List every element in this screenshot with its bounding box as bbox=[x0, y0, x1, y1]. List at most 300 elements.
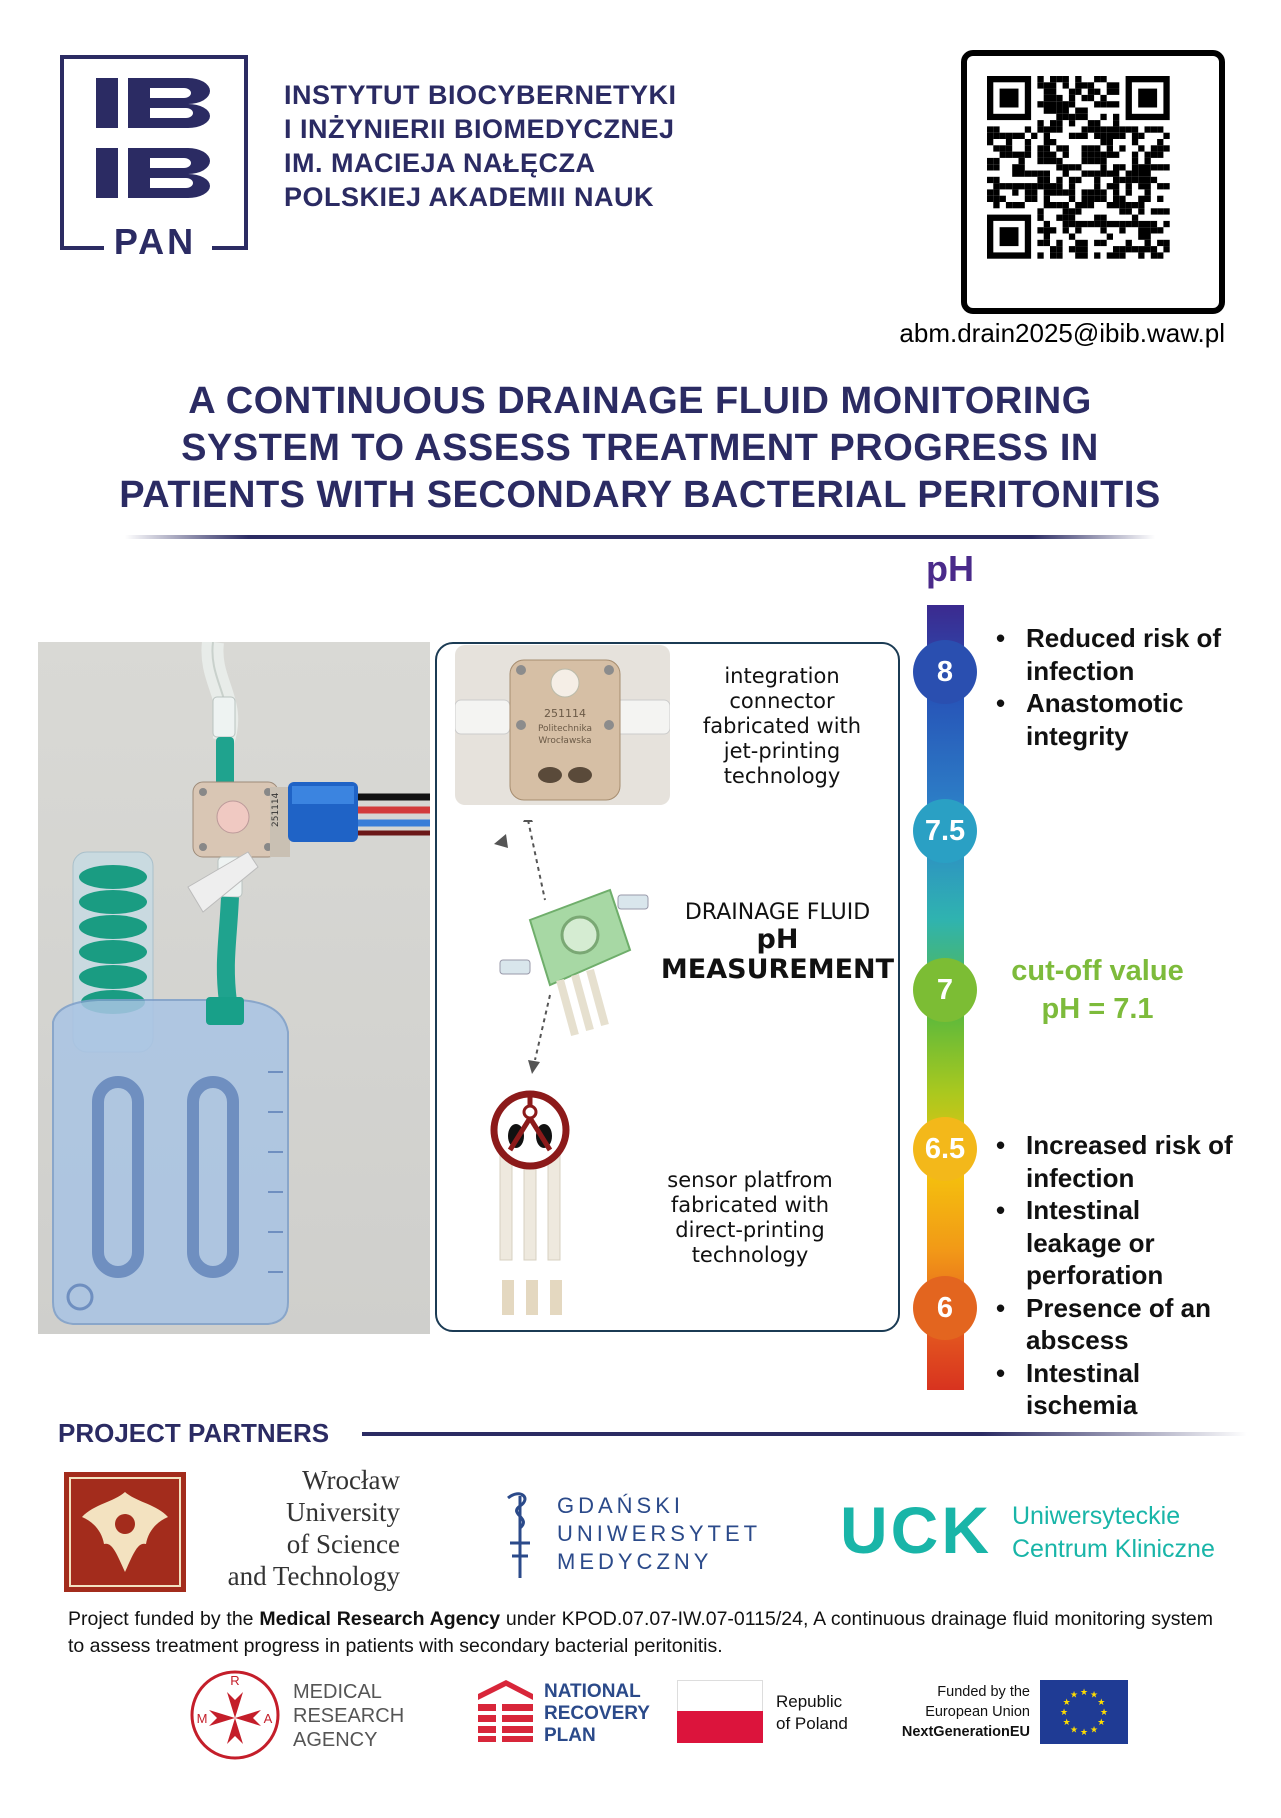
qr-module bbox=[1006, 183, 1012, 189]
qr-module bbox=[1075, 114, 1081, 120]
ph-tick-7-5 bbox=[913, 799, 977, 863]
cutoff-value bbox=[985, 952, 1210, 1028]
qr-module bbox=[1056, 189, 1062, 195]
qr-module bbox=[1088, 145, 1094, 151]
qr-module bbox=[1069, 164, 1075, 170]
qr-module bbox=[1069, 196, 1075, 202]
qr-module bbox=[1145, 246, 1151, 252]
qr-finder bbox=[1138, 89, 1157, 108]
cutoff-threshold: pH = 7.1 bbox=[1041, 993, 1154, 1025]
qr-module bbox=[1094, 158, 1100, 164]
eu-star: ★ bbox=[1059, 1707, 1069, 1717]
qr-module bbox=[1050, 158, 1056, 164]
qr-module bbox=[1113, 101, 1119, 107]
qr-module bbox=[1050, 89, 1056, 95]
qr-module bbox=[1138, 177, 1144, 183]
qr-module bbox=[1050, 246, 1056, 252]
qr-module bbox=[1113, 82, 1119, 88]
qr-module bbox=[1151, 177, 1157, 183]
qr-module bbox=[1037, 158, 1043, 164]
qr-module bbox=[1157, 152, 1163, 158]
qr-module bbox=[1082, 221, 1088, 227]
qr-module bbox=[1075, 252, 1081, 258]
qr-module bbox=[1119, 177, 1125, 183]
qr-module bbox=[1063, 164, 1069, 170]
connector-photo-label: 251114 bbox=[271, 792, 281, 827]
qr-module bbox=[1113, 164, 1119, 170]
integration-connector-illustration bbox=[455, 645, 670, 805]
mra-line: MEDICAL bbox=[293, 1681, 382, 1703]
qr-module bbox=[1163, 208, 1169, 214]
qr-module bbox=[1157, 227, 1163, 233]
qr-module bbox=[1037, 171, 1043, 177]
qr-module bbox=[1132, 202, 1138, 208]
qr-module bbox=[1138, 202, 1144, 208]
qr-module bbox=[993, 183, 999, 189]
qr-module bbox=[1113, 252, 1119, 258]
qr-module bbox=[1056, 215, 1062, 221]
qr-module bbox=[1050, 82, 1056, 88]
qr-module bbox=[1050, 202, 1056, 208]
qr-module bbox=[1037, 145, 1043, 151]
qr-module bbox=[987, 133, 993, 139]
qr-module bbox=[1094, 177, 1100, 183]
qr-module bbox=[1056, 164, 1062, 170]
qr-module bbox=[1157, 145, 1163, 151]
qr-module bbox=[1037, 152, 1043, 158]
ph-tick-label: 7.5 bbox=[924, 814, 966, 847]
qr-module bbox=[1113, 246, 1119, 252]
qr-module bbox=[1132, 221, 1138, 227]
caption-line: sensor platfrom bbox=[667, 1168, 833, 1192]
qr-module bbox=[1056, 158, 1062, 164]
sensor-platform-illustration bbox=[490, 1090, 580, 1320]
qr-module bbox=[1082, 126, 1088, 132]
qr-module bbox=[1056, 120, 1062, 126]
qr-module bbox=[1151, 152, 1157, 158]
qr-module bbox=[1000, 152, 1006, 158]
eu-star: ★ bbox=[1069, 1724, 1079, 1735]
qr-module bbox=[1025, 139, 1031, 145]
qr-module bbox=[1138, 196, 1144, 202]
qr-module bbox=[1056, 202, 1062, 208]
pwr-name bbox=[210, 1464, 400, 1592]
qr-module bbox=[1044, 101, 1050, 107]
qr-module bbox=[1132, 171, 1138, 177]
qr-module bbox=[1000, 183, 1006, 189]
qr-module bbox=[1107, 252, 1113, 258]
caption-line: integration bbox=[724, 664, 840, 688]
qr-module bbox=[1025, 189, 1031, 195]
qr-module bbox=[1126, 177, 1132, 183]
qr-module bbox=[1044, 133, 1050, 139]
ph-tick-8 bbox=[913, 640, 977, 704]
institute-line: I INŻYNIERII BIOMEDYCZNEJ bbox=[284, 114, 675, 144]
qr-module bbox=[1037, 177, 1043, 183]
qr-module bbox=[993, 196, 999, 202]
connector-university-label: Politechnika bbox=[537, 724, 593, 734]
ibib-logo-mark bbox=[96, 78, 214, 198]
title-line: SYSTEM TO ASSESS TREATMENT PROGRESS IN bbox=[181, 427, 1099, 469]
qr-module bbox=[1138, 227, 1144, 233]
qr-module bbox=[1075, 227, 1081, 233]
nrp-name bbox=[544, 1681, 650, 1747]
uck-name bbox=[1012, 1500, 1215, 1566]
qr-module bbox=[1094, 145, 1100, 151]
qr-module bbox=[1044, 227, 1050, 233]
qr-module bbox=[1113, 152, 1119, 158]
funding-statement bbox=[68, 1606, 1213, 1660]
qr-module bbox=[1119, 221, 1125, 227]
qr-module bbox=[1100, 196, 1106, 202]
qr-module bbox=[1000, 133, 1006, 139]
qr-module bbox=[1107, 202, 1113, 208]
qr-module bbox=[1163, 246, 1169, 252]
qr-module bbox=[1163, 164, 1169, 170]
mra-letter: M bbox=[196, 1711, 208, 1726]
qr-module bbox=[1157, 164, 1163, 170]
qr-module bbox=[1100, 171, 1106, 177]
qr-module bbox=[1094, 215, 1100, 221]
qr-module bbox=[1075, 221, 1081, 227]
ph-scale-label: pH bbox=[926, 548, 974, 589]
qr-module bbox=[1094, 240, 1100, 246]
qr-module bbox=[1044, 82, 1050, 88]
qr-module bbox=[1025, 145, 1031, 151]
qr-module bbox=[1113, 133, 1119, 139]
qr-module bbox=[1050, 227, 1056, 233]
qr-module bbox=[1113, 114, 1119, 120]
caption-line: direct-printing bbox=[675, 1218, 825, 1242]
rp-line: Republic bbox=[776, 1692, 843, 1711]
qr-module bbox=[1006, 202, 1012, 208]
qr-module bbox=[1157, 208, 1163, 214]
qr-module bbox=[1063, 215, 1069, 221]
arrow-down-icon bbox=[526, 1060, 546, 1080]
partners-heading: PROJECT PARTNERS bbox=[58, 1418, 330, 1448]
qr-module bbox=[987, 164, 993, 170]
mra-line: RESEARCH bbox=[293, 1705, 405, 1727]
qr-module bbox=[1132, 246, 1138, 252]
qr-module bbox=[1037, 227, 1043, 233]
qr-module bbox=[1037, 101, 1043, 107]
qr-module bbox=[1056, 114, 1062, 120]
qr-module bbox=[1031, 183, 1037, 189]
caption-line: technology bbox=[691, 1243, 809, 1267]
arrow-up-icon bbox=[492, 834, 532, 874]
qr-module bbox=[1069, 246, 1075, 252]
qr-module bbox=[1151, 252, 1157, 258]
qr-module bbox=[1119, 126, 1125, 132]
qr-module bbox=[1056, 252, 1062, 258]
qr-module bbox=[1126, 126, 1132, 132]
qr-module bbox=[1100, 126, 1106, 132]
qr-module bbox=[1037, 252, 1043, 258]
qr-module bbox=[1050, 108, 1056, 114]
qr-module bbox=[1107, 152, 1113, 158]
eagle-icon bbox=[64, 1472, 186, 1592]
qr-module bbox=[1088, 189, 1094, 195]
qr-module bbox=[1088, 126, 1094, 132]
qr-module bbox=[1063, 101, 1069, 107]
qr-module bbox=[1069, 133, 1075, 139]
qr-module bbox=[1082, 95, 1088, 101]
logo-pan-text: PAN bbox=[113, 221, 197, 262]
measurement-line1: DRAINAGE FLUID bbox=[684, 900, 871, 925]
drainage-device-illustration bbox=[38, 642, 430, 1334]
qr-module bbox=[1012, 164, 1018, 170]
gumed-emblem-icon bbox=[500, 1488, 540, 1580]
qr-module bbox=[993, 202, 999, 208]
qr-module bbox=[1145, 177, 1151, 183]
qr-module bbox=[1107, 183, 1113, 189]
qr-module bbox=[1107, 101, 1113, 107]
qr-module bbox=[1094, 101, 1100, 107]
gumed-line: MEDYCZNY bbox=[557, 1549, 713, 1574]
qr-module bbox=[1094, 171, 1100, 177]
mra-letter: A bbox=[263, 1711, 273, 1726]
qr-module bbox=[987, 158, 993, 164]
qr-module bbox=[1050, 101, 1056, 107]
qr-module bbox=[1050, 183, 1056, 189]
qr-module bbox=[1075, 246, 1081, 252]
rp-line: of Poland bbox=[776, 1714, 848, 1733]
qr-module bbox=[1138, 221, 1144, 227]
eu-funding-text bbox=[860, 1682, 1030, 1742]
qr-module bbox=[1025, 183, 1031, 189]
qr-code-icon bbox=[967, 56, 1219, 308]
eu-line: Funded by the bbox=[937, 1684, 1030, 1700]
qr-module bbox=[1132, 152, 1138, 158]
pwr-eagle-logo bbox=[64, 1472, 186, 1592]
qr-module bbox=[1044, 183, 1050, 189]
qr-module bbox=[1012, 133, 1018, 139]
qr-module bbox=[1151, 126, 1157, 132]
connector-photo bbox=[455, 645, 670, 805]
qr-module bbox=[1138, 133, 1144, 139]
qr-module bbox=[1044, 171, 1050, 177]
qr-module bbox=[1012, 171, 1018, 177]
funding-suffix: under KPOD.07.07-IW.07-0115/24, A continuous drainage fluid monitoring system to assess treatment progress in patients with secondary bacterial peritonitis. bbox=[68, 1608, 1214, 1657]
qr-module bbox=[1006, 139, 1012, 145]
qr-module bbox=[987, 196, 993, 202]
qr-module bbox=[1145, 158, 1151, 164]
eu-star: ★ bbox=[1079, 1727, 1089, 1737]
qr-module bbox=[1088, 158, 1094, 164]
qr-module bbox=[1082, 145, 1088, 151]
qr-module bbox=[1107, 126, 1113, 132]
qr-module bbox=[1082, 152, 1088, 158]
qr-module bbox=[1100, 221, 1106, 227]
qr-module bbox=[1056, 240, 1062, 246]
qr-module bbox=[1082, 240, 1088, 246]
qr-module bbox=[1082, 189, 1088, 195]
qr-module bbox=[1044, 95, 1050, 101]
qr-module bbox=[1119, 196, 1125, 202]
qr-module bbox=[1094, 76, 1100, 82]
qr-module bbox=[987, 126, 993, 132]
qr-module bbox=[1069, 183, 1075, 189]
qr-module bbox=[1126, 240, 1132, 246]
qr-module bbox=[1145, 126, 1151, 132]
qr-module bbox=[1044, 108, 1050, 114]
eu-star: ★ bbox=[1079, 1687, 1089, 1697]
contact-email[interactable]: abm.drain2025@ibib.waw.pl bbox=[899, 318, 1225, 348]
institute-line: POLSKIEJ AKADEMII NAUK bbox=[284, 182, 655, 212]
outcome-item: • Anastomotic integrity bbox=[996, 687, 1226, 752]
qr-module bbox=[1075, 208, 1081, 214]
pwr-line: of Science bbox=[286, 1529, 400, 1559]
qr-module bbox=[1151, 164, 1157, 170]
qr-module bbox=[1100, 164, 1106, 170]
measurement-line2: pH bbox=[756, 924, 799, 955]
qr-module bbox=[1126, 208, 1132, 214]
qr-module bbox=[1025, 152, 1031, 158]
outcome-item: • Intestinal ischemia bbox=[996, 1357, 1236, 1422]
qr-module bbox=[1012, 189, 1018, 195]
nrp-logo-icon bbox=[478, 1680, 533, 1742]
eu-star: ★ bbox=[1097, 1717, 1106, 1727]
qr-module bbox=[1157, 183, 1163, 189]
qr-module bbox=[1075, 133, 1081, 139]
qr-module bbox=[1107, 139, 1113, 145]
qr-module bbox=[1107, 133, 1113, 139]
qr-module bbox=[1075, 202, 1081, 208]
qr-module bbox=[1088, 152, 1094, 158]
qr-module bbox=[1031, 133, 1037, 139]
qr-module bbox=[1012, 152, 1018, 158]
gumed-line: GDAŃSKI bbox=[557, 1493, 685, 1518]
qr-module bbox=[1082, 158, 1088, 164]
qr-module bbox=[1082, 202, 1088, 208]
qr-module bbox=[1069, 189, 1075, 195]
pwr-line: and Technology bbox=[227, 1561, 400, 1591]
qr-code[interactable] bbox=[961, 50, 1225, 314]
cutoff-label: cut-off value bbox=[1011, 955, 1184, 987]
qr-module bbox=[1050, 76, 1056, 82]
qr-module bbox=[1113, 171, 1119, 177]
qr-module bbox=[1138, 246, 1144, 252]
qr-module bbox=[1044, 126, 1050, 132]
qr-module bbox=[1037, 126, 1043, 132]
ph-tick-6 bbox=[913, 1276, 977, 1340]
outcome-item: • Reduced risk of infection bbox=[996, 622, 1226, 687]
qr-module bbox=[1094, 196, 1100, 202]
connector-city-label: Wrocławska bbox=[538, 736, 592, 746]
qr-module bbox=[1063, 108, 1069, 114]
ph-tick-label: 6.5 bbox=[924, 1132, 966, 1165]
gumed-line: UNIWERSYTET bbox=[557, 1521, 762, 1546]
qr-module bbox=[1075, 240, 1081, 246]
qr-module bbox=[1157, 139, 1163, 145]
ph-tick-label: 6 bbox=[936, 1291, 954, 1324]
qr-module bbox=[1037, 183, 1043, 189]
qr-module bbox=[1138, 252, 1144, 258]
qr-module bbox=[1100, 133, 1106, 139]
qr-module bbox=[1037, 240, 1043, 246]
qr-module bbox=[1044, 221, 1050, 227]
qr-module bbox=[1132, 164, 1138, 170]
qr-module bbox=[1063, 82, 1069, 88]
qr-module bbox=[1138, 208, 1144, 214]
qr-module bbox=[1082, 246, 1088, 252]
qr-module bbox=[1151, 208, 1157, 214]
qr-module bbox=[1107, 89, 1113, 95]
qr-module bbox=[1044, 177, 1050, 183]
pwr-line: University bbox=[286, 1497, 400, 1527]
qr-module bbox=[1126, 221, 1132, 227]
qr-module bbox=[1145, 152, 1151, 158]
outcome-item: • Presence of an abscess bbox=[996, 1292, 1236, 1357]
measurement-line3: MEASUREMENT bbox=[660, 954, 895, 985]
qr-module bbox=[1044, 145, 1050, 151]
qr-module bbox=[1056, 126, 1062, 132]
eu-star: ★ bbox=[1089, 1689, 1099, 1700]
qr-module bbox=[1088, 221, 1094, 227]
republic-of-poland bbox=[776, 1691, 848, 1735]
qr-module bbox=[1151, 145, 1157, 151]
qr-module bbox=[1069, 177, 1075, 183]
qr-module bbox=[1044, 202, 1050, 208]
qr-module bbox=[1063, 189, 1069, 195]
qr-module bbox=[1056, 108, 1062, 114]
qr-module bbox=[1107, 82, 1113, 88]
qr-module bbox=[1132, 139, 1138, 145]
qr-module bbox=[1063, 221, 1069, 227]
sensor-caption bbox=[640, 1168, 860, 1268]
qr-module bbox=[1006, 145, 1012, 151]
qr-module bbox=[1113, 189, 1119, 195]
qr-module bbox=[1012, 183, 1018, 189]
qr-module bbox=[1094, 133, 1100, 139]
qr-module bbox=[1157, 252, 1163, 258]
poland-flag-red bbox=[677, 1711, 763, 1743]
qr-module bbox=[1069, 221, 1075, 227]
caption-line: fabricated with bbox=[702, 714, 862, 738]
qr-module bbox=[1082, 133, 1088, 139]
qr-module bbox=[987, 139, 993, 145]
qr-module bbox=[1094, 152, 1100, 158]
uck-line: Uniwersyteckie bbox=[1012, 1502, 1181, 1530]
qr-finder bbox=[1000, 89, 1019, 108]
qr-module bbox=[1063, 202, 1069, 208]
qr-module bbox=[1069, 95, 1075, 101]
ph-tick-label: 7 bbox=[936, 973, 954, 1006]
qr-module bbox=[1119, 227, 1125, 233]
qr-module bbox=[1119, 202, 1125, 208]
qr-module bbox=[1056, 76, 1062, 82]
qr-module bbox=[1163, 240, 1169, 246]
qr-module bbox=[1113, 120, 1119, 126]
qr-module bbox=[987, 177, 993, 183]
qr-module bbox=[1050, 189, 1056, 195]
low-ph-outcomes bbox=[996, 1129, 1236, 1422]
qr-module bbox=[1063, 171, 1069, 177]
qr-module bbox=[1163, 221, 1169, 227]
qr-module bbox=[1019, 158, 1025, 164]
qr-module bbox=[993, 164, 999, 170]
qr-module bbox=[993, 177, 999, 183]
qr-module bbox=[1088, 196, 1094, 202]
nrp-line: RECOVERY bbox=[544, 1703, 650, 1724]
qr-module bbox=[1163, 145, 1169, 151]
eu-flag bbox=[1040, 1680, 1128, 1744]
qr-module bbox=[1163, 183, 1169, 189]
qr-module bbox=[1094, 221, 1100, 227]
qr-module bbox=[1037, 82, 1043, 88]
ph-tick-7 bbox=[913, 958, 977, 1022]
qr-module bbox=[1138, 234, 1144, 240]
